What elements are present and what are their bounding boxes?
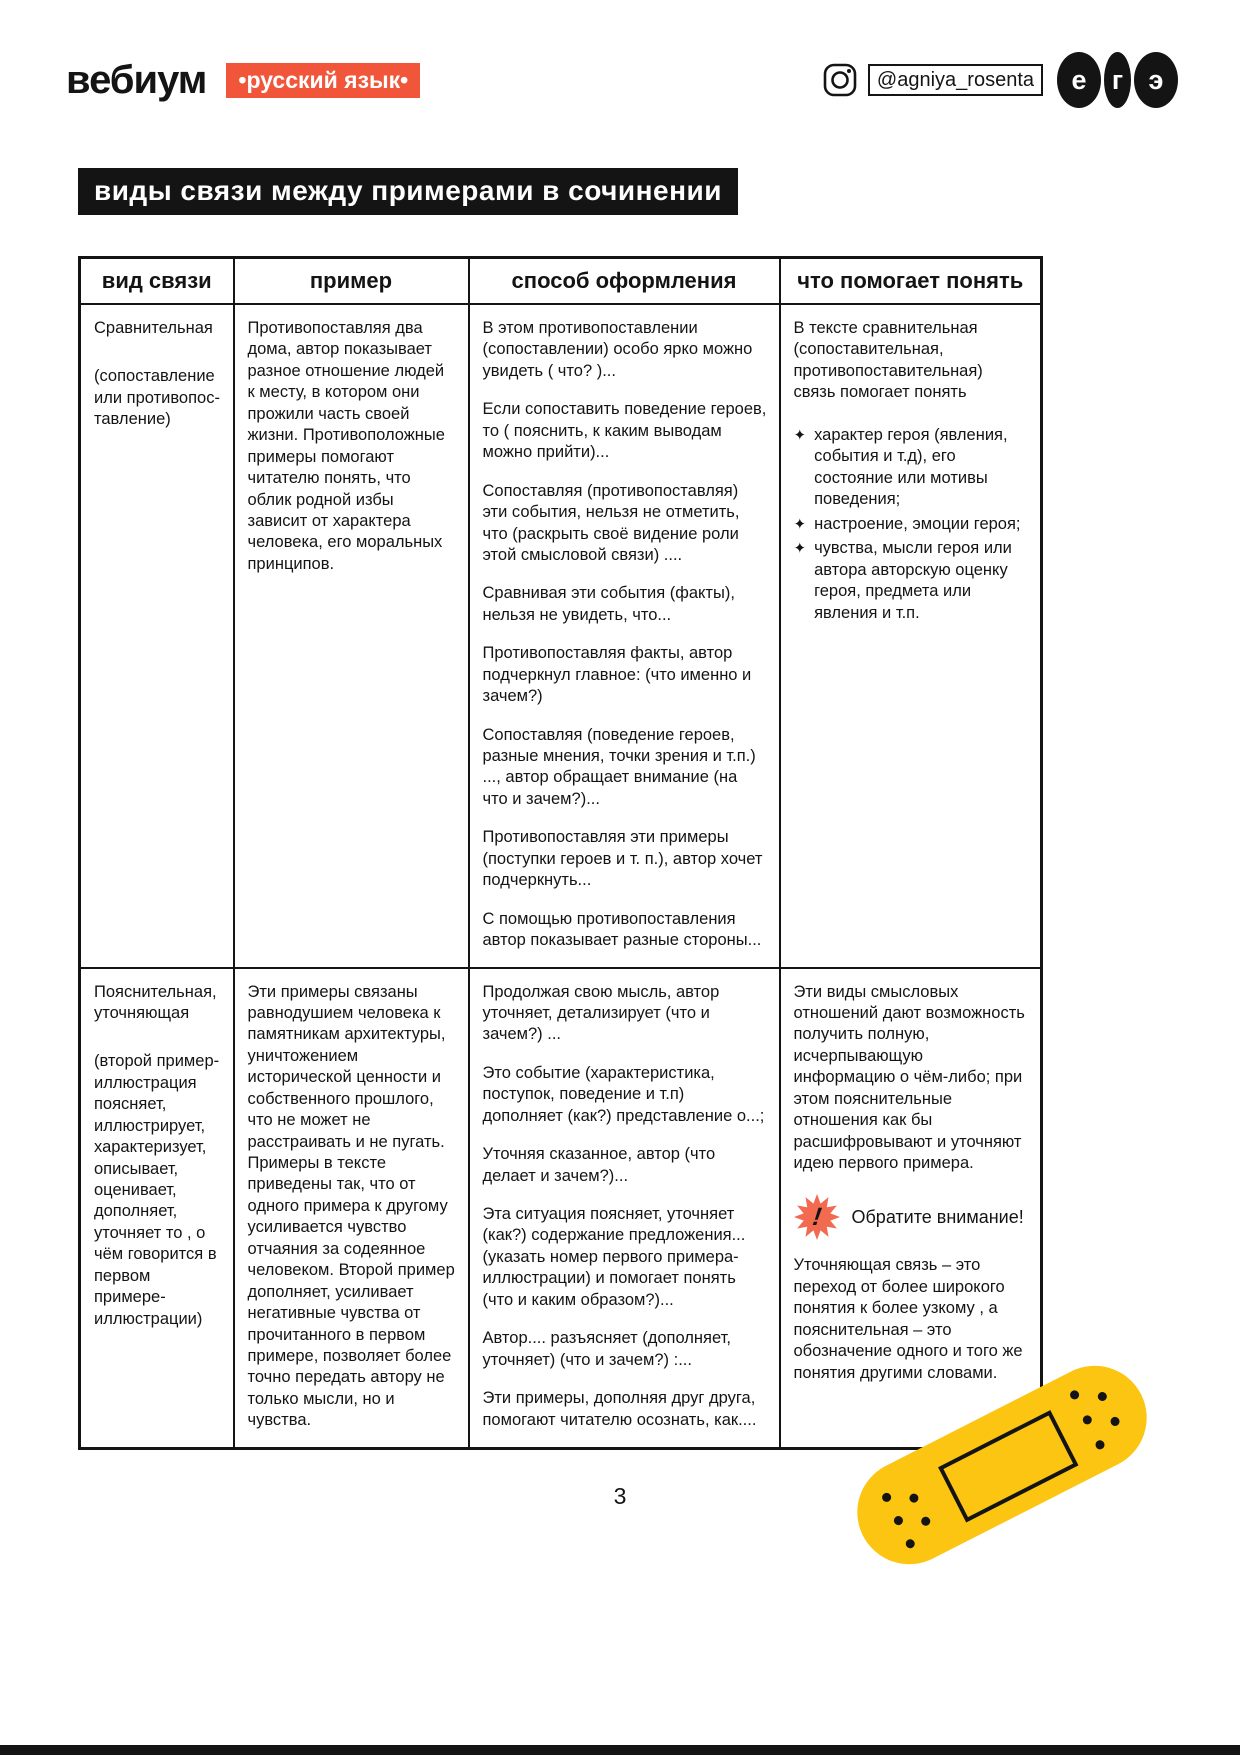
cell-example — [234, 968, 469, 1449]
method-paragraph: Продолжая свою мысль, автор уточняет, детализирует (что и зачем?) ... — [482, 982, 720, 1044]
star-bullet-icon: ✦ — [793, 540, 807, 558]
method-paragraph: В этом противопоставлении (сопоставлении) особо ярко можно увидеть ( что? )... — [482, 319, 753, 380]
ege-logo — [1057, 52, 1178, 108]
method-paragraph: Эта ситуация поясняет, уточняет (как?) содержание предложения... (указать номер первого примера-иллюстрации) и помогает понять (что и каким образом?)... — [482, 1205, 746, 1309]
page-number: 3 — [613, 1483, 627, 1509]
method-paragraph: Сравнивая эти события (факты), нельзя не увидеть, что... — [482, 584, 735, 624]
kind-name: Сравнительная — [94, 319, 213, 337]
cell-kind — [80, 968, 234, 1449]
table-row-comparative — [80, 304, 1042, 968]
table-row-explanatory — [80, 968, 1042, 1449]
example-text: Эти примеры связаны равнодушием человека к памятникам архитектуры, уничтожением исторической ценности и собственного прошлого, что не может не расстраивать и не пугать. Примеры в тексте приведены так, что от одного примера к другому усиливается чувство отчаяния за содеянное человеком. Второй пример дополняет, усиливает негативные чувства от прочитанного в первом примере, позволяет более точно передать автору не только мысли, но и чувства. — [247, 982, 455, 1430]
method-paragraph: Эти примеры, дополняя друг друга, помогают читателю осознать, как.... — [482, 1389, 757, 1429]
helps-bullet: характер героя (явления, события и т.д), его состояние или мотивы поведения; — [814, 425, 1008, 509]
page-title: виды связи между примерами в сочинении — [78, 168, 738, 215]
ege-letter-e: е — [1057, 52, 1101, 108]
helps-list — [794, 425, 1029, 624]
method-paragraph: Это событие (характеристика, поступок, поведение и т.п) дополняет (как?) представление о...; — [482, 1063, 765, 1125]
example-text: Противопоставляя два дома, автор показывает разное отношение людей к месту, в котором они прожили часть своей жизни. Противоположные примеры помогают читателю понять, что облик родной избы зависит от характера человека, его моральных принципов. — [247, 319, 445, 573]
page-header — [66, 52, 1178, 108]
table-header-row — [80, 258, 1042, 305]
cell-method — [469, 968, 780, 1449]
vebium-logo: вебиум — [66, 58, 207, 102]
star-bullet-icon: ✦ — [793, 426, 807, 444]
cell-helps — [780, 968, 1042, 1449]
cell-example — [234, 304, 469, 968]
cell-method — [469, 304, 780, 968]
attention-note — [794, 1194, 1029, 1240]
cell-kind — [80, 304, 234, 968]
list-item — [794, 538, 1029, 624]
header-method: способ оформления — [469, 258, 780, 305]
subject-badge: •русский язык• — [226, 63, 420, 98]
cell-helps — [780, 304, 1042, 968]
method-paragraph: С помощью противопоставления автор показывает разные стороны... — [482, 909, 762, 950]
attention-label: Обратите внимание! — [851, 1206, 1024, 1227]
helps-bullet: чувства, мысли героя или автора авторскую оценку героя, предмета или явления и т.п. — [814, 539, 1012, 622]
instagram-handle[interactable]: @agniya_rosenta — [868, 64, 1043, 96]
method-paragraph: Противопоставляя эти примеры (поступки героев и т. п.), автор хочет подчеркнуть... — [482, 828, 763, 890]
exclamation-mark: ! — [810, 1203, 823, 1232]
method-paragraph: Сопоставляя (поведение героев, разные мнения, точки зрения и т.п.) ..., автор обращает внимание (на что и зачем?)... — [482, 725, 756, 808]
bottom-edge-bar — [0, 1745, 1240, 1755]
list-item — [794, 425, 1029, 511]
header-example: пример — [234, 258, 469, 305]
star-bullet-icon: ✦ — [793, 515, 807, 533]
header-helps: что помогает понять — [780, 258, 1042, 305]
method-paragraph: Если сопоставить поведение героев, то ( пояснить, к каким выводам можно прийти)... — [482, 400, 767, 462]
kind-note: (второй пример-иллюстрация поясняет, иллюстрирует, характеризует, описывает, оценивает, дополняет, уточняет то , о чём говорится в первом примере-иллюстрации) — [94, 1052, 220, 1328]
helps-bullet: настроение, эмоции героя; — [814, 514, 1021, 533]
method-paragraph: Противопоставляя факты, автор подчеркнул главное: (что именно и зачем?) — [482, 644, 752, 706]
helps-paragraph: Эти виды смысловых отношений дают возможность получить полную, исчерпывающую информацию о чём-либо; при этом пояснительные отношения как бы расшифровывают и уточняют идею первого примера. — [793, 982, 1025, 1172]
ege-letter-g: г — [1104, 52, 1131, 108]
header-kind: вид связи — [80, 258, 234, 305]
attention-starburst-icon — [794, 1194, 840, 1240]
kind-note: (сопоставление или противопос-тавление) — [94, 367, 220, 429]
list-item — [794, 514, 1029, 536]
helps-intro: В тексте сравнительная (сопоставительная, противопоставительная) связь помогает понять — [793, 319, 983, 402]
connection-types-table — [78, 256, 1043, 1450]
kind-name: Пояснительная, уточняющая — [94, 982, 217, 1022]
helps-paragraph: Уточняющая связь – это переход от более широкого понятия к более узкому , а пояснительная – это обозначение одного и того же понятия другими словами. — [793, 1256, 1023, 1382]
method-paragraph: Уточняя сказанное, автор (что делает и зачем?)... — [482, 1145, 716, 1185]
method-paragraph: Автор.... разъясняет (дополняет, уточняет) (что и зачем?) :... — [482, 1329, 731, 1369]
ege-letter-eh: э — [1134, 52, 1178, 108]
instagram-icon[interactable] — [822, 62, 858, 98]
method-paragraph: Сопоставляя (противопоставляя) эти события, нельзя не отметить, что (раскрыть своё видение роли этой смысловой связи) .... — [482, 481, 740, 564]
